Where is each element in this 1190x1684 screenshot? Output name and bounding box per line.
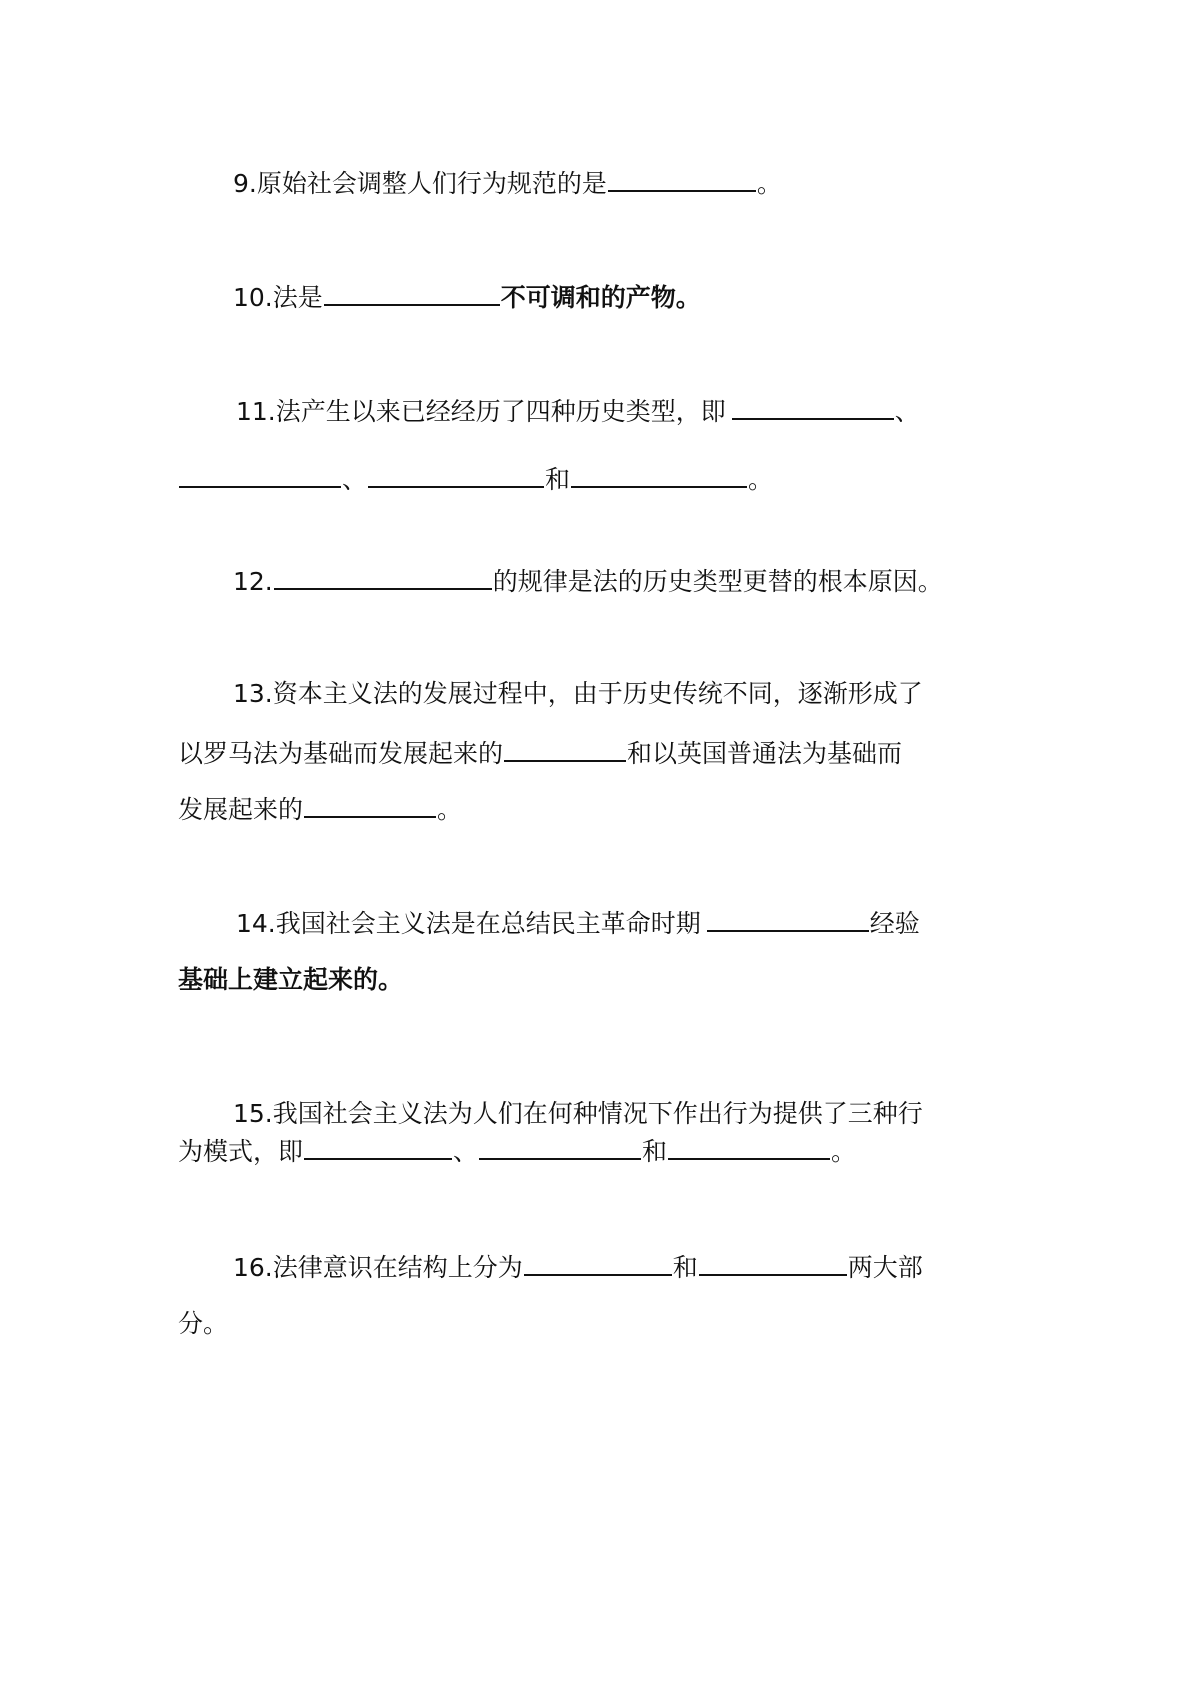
question-16-text: 16.法律意识在结构上分为 — [233, 1253, 523, 1282]
question-15-sep: 、 — [453, 1137, 479, 1166]
answer-blank — [707, 908, 869, 932]
question-13-text: 和以英国普通法为基础而 — [627, 739, 903, 768]
question-11-text: 11.法产生以来已经经历了四种历史类型，即 — [236, 397, 726, 426]
question-10-text: 10.法是 — [233, 283, 323, 312]
question-11-line-2 — [178, 462, 1008, 498]
question-15-text: 15.我国社会主义法为人们在何种情况下作出行为提供了三种行 — [233, 1099, 923, 1128]
question-10-end: 不可调和的产物。 — [500, 283, 701, 312]
question-15-text: 为模式，即 — [178, 1137, 304, 1166]
question-12-number: 12. — [233, 567, 273, 596]
question-15-line-2 — [178, 1134, 1008, 1170]
question-13-text: 以罗马法为基础而发展起来的 — [178, 739, 504, 768]
question-13-line-3 — [178, 792, 1008, 828]
question-14-text: 基础上建立起来的。 — [178, 965, 404, 994]
question-13-text: 发展起来的 — [178, 795, 304, 824]
answer-blank — [668, 1136, 830, 1160]
answer-blank — [571, 464, 747, 488]
answer-blank — [732, 396, 894, 420]
question-13-end: 。 — [437, 795, 463, 824]
question-15-and: 和 — [642, 1137, 668, 1166]
question-13-line-1 — [233, 676, 1063, 712]
question-9-text: 9.原始社会调整人们行为规范的是 — [233, 169, 607, 198]
answer-blank — [274, 566, 492, 590]
answer-blank — [504, 738, 626, 762]
question-15-end: 。 — [831, 1137, 857, 1166]
answer-blank — [524, 1252, 672, 1276]
answer-blank — [368, 464, 544, 488]
question-13-text: 13.资本主义法的发展过程中，由于历史传统不同，逐渐形成了 — [233, 679, 923, 708]
answer-blank — [324, 282, 500, 306]
question-11-and: 和 — [545, 465, 571, 494]
question-14-line-2 — [178, 962, 1008, 998]
question-11-end: 。 — [748, 465, 774, 494]
question-9-end: 。 — [756, 169, 782, 198]
question-14-text: 14.我国社会主义法是在总结民主革命时期 — [236, 909, 701, 938]
question-14-text: 经验 — [869, 909, 920, 938]
answer-blank — [304, 794, 436, 818]
answer-blank — [304, 1136, 452, 1160]
question-11-sep: 、 — [894, 397, 920, 426]
question-16-line-2 — [178, 1306, 1008, 1342]
answer-blank — [179, 464, 341, 488]
question-13-line-2 — [178, 736, 1008, 772]
answer-blank — [479, 1136, 641, 1160]
answer-blank — [699, 1252, 847, 1276]
question-16-text: 两大部 — [847, 1253, 923, 1282]
question-12 — [233, 564, 1063, 600]
question-16-text: 分。 — [178, 1309, 229, 1338]
question-16-line-1 — [233, 1250, 1063, 1286]
question-12-text: 的规律是法的历史类型更替的根本原因。 — [492, 567, 943, 596]
question-16-and: 和 — [672, 1253, 698, 1282]
question-11-sep: 、 — [342, 465, 368, 494]
question-15-line-1 — [233, 1096, 1063, 1132]
question-14-line-1 — [236, 906, 1066, 942]
question-10 — [233, 280, 1063, 316]
answer-blank — [608, 168, 756, 192]
question-9 — [233, 166, 1063, 202]
question-11-line-1 — [236, 394, 1066, 430]
